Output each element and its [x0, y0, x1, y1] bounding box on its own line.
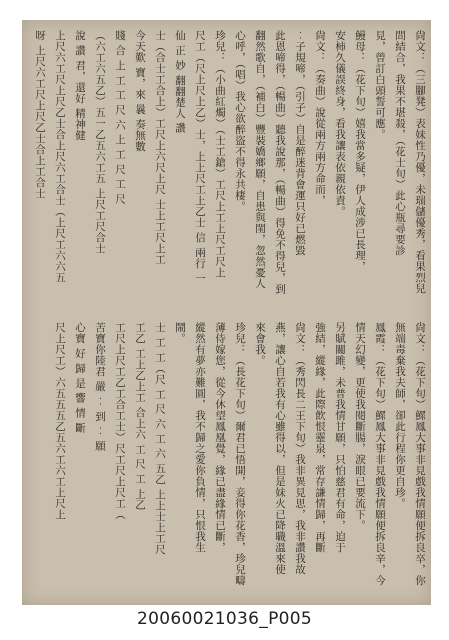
text-column: 問結合，我果不堪殺，（花士旬）此心瓶尋要診	[394, 30, 406, 256]
text-column: 鬧。	[174, 322, 186, 344]
text-column: 安柿久儀誤終身，看我讓表依親依責。	[334, 30, 346, 217]
text-column: 賤 合 上 工 工 尺 六 上 工 尺 工 尺	[114, 30, 126, 205]
text-column: 尙文：（秀閃長二王下旬）我非異見思，我非讚我故	[294, 322, 306, 575]
text-column: 珍兒：（小曲紅燭）（士工鎗）工尺上工上尺工尺上	[214, 30, 226, 278]
text-column: 工乙 工上乙上工 合上六 工 尺 工 上乙	[134, 322, 146, 511]
text-column: 珍兒：（長花下旬）爾君已悟開，妾得你花香，珍兒疇	[234, 322, 246, 586]
text-column: 尙文：（奏曲）說從兩方兩方命而，	[314, 30, 326, 206]
text-column: 心寶 好 歸 是 響 情 斷	[74, 322, 86, 434]
text-column: 上尺六工尺上尺乙士合上尺六工合士（上尺工六六五	[54, 30, 66, 283]
text-column: 縱然有夢亦難圓，我不歸之愛你負情，只恨我生	[194, 322, 206, 553]
text-column: 此恩啼得，（暢曲）聽我說那，（暢曲）得免不得兒，到	[274, 30, 286, 295]
text-column: 見，曾訂白頭誓可應。	[374, 30, 386, 140]
text-column: 強結，縱緣，此際飲恨靈泉，常存謙情歸，再斷	[314, 322, 326, 553]
text-column: 翻然歌自，（補白）豐裝嬌鄉願，自患與閨，忽然憂人	[254, 30, 266, 289]
text-column: 尙文：（花下旬）鰥鳳大事非見戲我情願便拆良卒，你	[414, 322, 426, 586]
page-caption: 20060021036_P005	[137, 609, 312, 629]
text-column: 情天幻變，更使我閱斷腸，淚眼已要流下。	[354, 322, 366, 531]
text-column: 工尺上尺工乙工合工士）尺工尺上尺工（	[114, 322, 126, 520]
text-column: 仙 正 妙 翻翻楚人 讚	[174, 30, 186, 134]
text-column: 尺工（尺上尺上乙）士，上上尺工上乙士 信 兩行 一	[194, 30, 206, 284]
text-column: 心呼，（唱）我心欲醉盜不得永共棲。	[234, 30, 246, 212]
manuscript-page	[22, 20, 431, 605]
text-column: （六工六五乙）五一乙五六工五 上尺工尺合士	[94, 30, 106, 254]
text-column: 尺上尺工）六五五五乙五六工六工上尺上	[54, 322, 66, 520]
text-column: 無端毒棄我夫師，卻此行程你更自珍。	[394, 322, 406, 509]
text-column: 士 工 工（尺 工 尺 六 工 六 五乙 上上士上工尺	[154, 322, 166, 555]
text-column: 薄侍嫁您，從今休望鳳凰覺，緣已盡緣情已斷，	[214, 322, 226, 553]
text-column: 士（合士工合上）工尺上六尺上尺 士上工尺上工	[154, 30, 166, 265]
text-column: 苦寶你陸君 嚴 ︰ 到 ︰ 願	[94, 322, 106, 452]
text-column: 說 讚 君，還好 精神健	[74, 30, 86, 141]
text-column: 另賦關雎，未普我情甘願，只怕慈君有命，迫于	[334, 322, 346, 553]
text-column: 尙文：（三腳凳）表妹性乃優，未瑞儲優秀，看果烈兒	[414, 30, 426, 294]
text-column: 呀 上尺六工尺上尺乙士合上工合士	[34, 30, 46, 199]
text-column: 來會我。	[254, 322, 266, 366]
text-column: 燕，讓心自若我有心雖得以，但是妹火已降職溫來使	[274, 322, 286, 575]
text-column: ︰子規啼，（引子）自是醉迷背會運只好已燃毀	[294, 30, 306, 256]
text-column: 鰻母：（花下旬）嬉我當多疑，伊人成涉已長理，	[354, 30, 366, 272]
text-column: 鳳霞：（花下旬）鰥鳳大事非見戲我情願便拆良辛，今	[374, 322, 386, 586]
text-column: 今天歎 寶，來 曩 奏無數	[134, 30, 146, 152]
